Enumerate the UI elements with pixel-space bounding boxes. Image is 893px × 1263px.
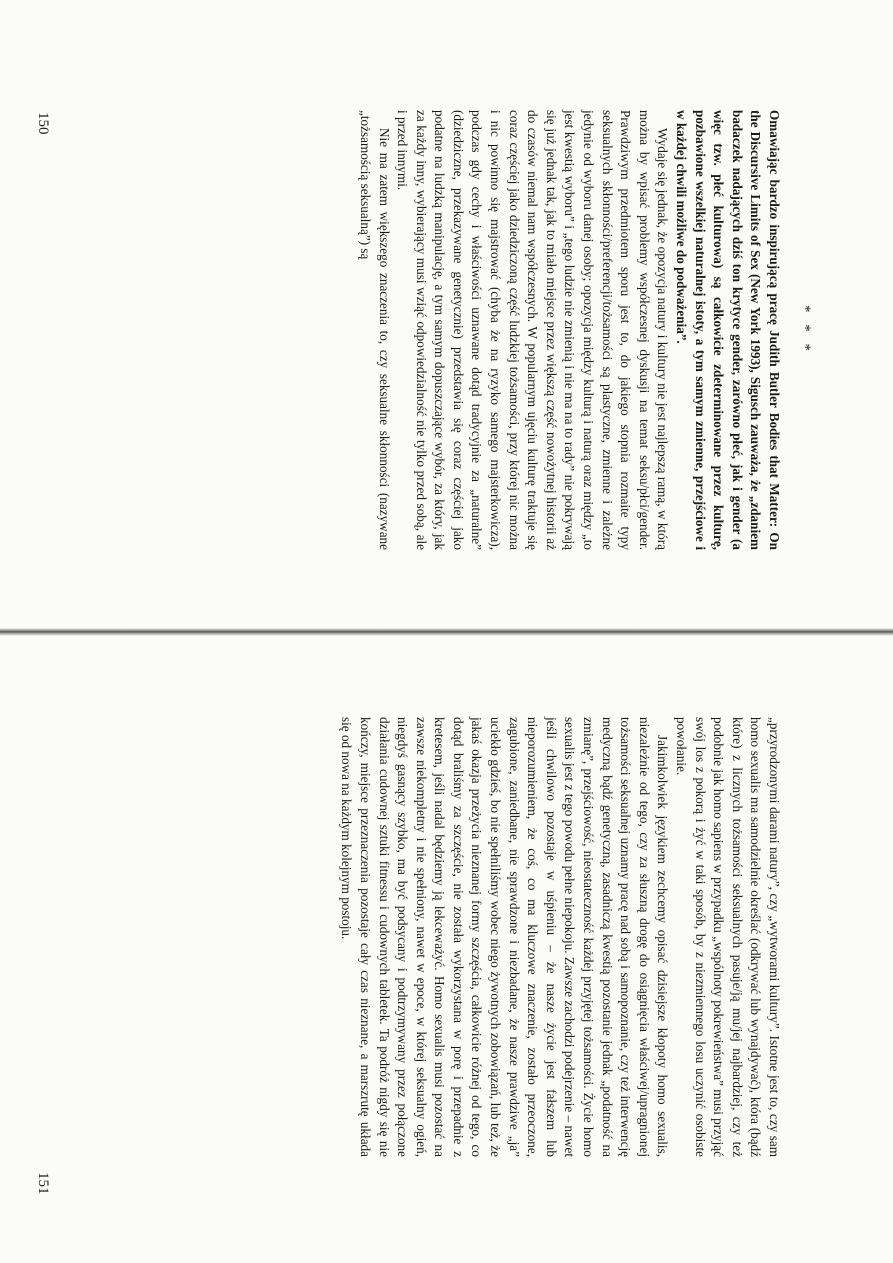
left-page <box>0 0 893 631</box>
page-number: 151 <box>35 1172 51 1195</box>
left-column <box>355 110 783 550</box>
body-paragraph: Jakimkolwiek językiem zechcemy opisać dzisiejsze kłopoty homo sexualis, niezależnie od tego, czy za słuszną drogę do osiągnięcia właściwej/upragnionej tożsamości seksualnej uznamy pracę nad sobą i samopoznanie, czy też interwencję medyczną bądź genetyczną, zasadniczą kwestią pozostanie jednak „podatność na zmianę”, przejściowość, nieostateczność każdej przyjętej tożsamości. Życie homo sexualis jest z tego powodu pełne niepokoju. Zawsze zachodzi podejrzenie – nawet jeśli chwilowo pozostaje w uśpieniu – że nasze życie jest fałszem lub nieporozumieniem, że coś, co ma kluczowe znaczenie, zostało przeoczone, zagubione, zaniedbane, nie sprawdzone i niezbadane, że nasze prawdziwe „ja” uciekło gdzieś, bo nie spełniliśmy wobec niego żywotnych zobowiązań, lub też, że jakaś okazja przeżycia nieznanej formy szczęścia, całkowicie różnej od tego, co dotąd braliśmy za szczęście, nie została wykorzystana w porę i przepadnie z kretesem, jeśli nadal będziemy ją lekceważyć. Homo sexualis musi pozostać na zawsze niekompletny i nie spełniony, nawet w epoce, w której seksualny ogień, niegdyś gasnący szybko, ma być podsycany i podtrzymywany przez połączone działania cudownej sztuki fitnessu i cudownych tabletek. Ta podróż nigdy się nie kończy, miejsce przeznaczenia pozostaje cały czas nieznane, a marszrutę układa się od nowa na każdym kolejnym postoju. <box>339 717 671 1157</box>
body-paragraph: Wydaje się jednak, że opozycja natury i kultury nie jest najlepszą ramą, w którą można by wpisać problemy współczesnej dyskusji na temat seksu/płci/gender. Prawdziwym przedmiotem sporu jest to, do jakiego stopnia rozmaite typy seksualnych skłonności/preferencji/tożsamości są plastyczne, zmienne i zależne jedynie od wyboru danej osoby; opozycja między kulturą i naturą oraz między „to jest kwestią wyboru” i „tego ludzie nie zmienią i nie ma na to rady” nie pokrywają się już jednak tak, jak to miało miejsce przez większą część nowożytnej historii aż do czasów niemal nam współczesnych. W popularnym ujęciu kulturę traktuje się coraz częściej jako dziedziczoną część ludzkiej tożsamości, przy której nic można i nic powinno się majstrować (chyba że na ryzyko samego majsterkowicza), podczas gdy cechy i właściwości uznawane dotąd tradycyjnie za „naturalne” (dziedziczne, przekazywane genetycznie) przedstawia się coraz częściej jako podatne na ludzką manipulację, a tym samym dopuszczające wybór, za który, jak za każdy inny, wybierający musi wziąć odpowiedzialność nie tylko przed sobą, ale i przed innymi. <box>395 110 671 550</box>
section-ornament: * * * <box>797 305 813 355</box>
body-paragraph: „przyrodzonymi darami natury”, czy „wytworami kultury”. Istotne jest to, czy sam homo sexualis ma samodzielnie określać (odkrywać lub wynajdywać), która (bądź które) z licznych tożsamości seksualnych pasuje/ją mu/jej najbardziej, czy też podobnie jak homo sapiens w przypadku „wspólnoty pokrewieństwa” musi przyjąć swój los z pokorą i żyć w taki sposób, by z niezmiennego losu uczynić osobiste powołanie. <box>674 717 782 1157</box>
right-column <box>337 717 783 1157</box>
lead-paragraph: Omawiając bardzo inspirującą pracę Judith Butler Bodies that Matter: On the Discursive Limits of Sex (New York 1993), Sigusch zauważa, że „zdaniem badaczek nadających dziś ton krytyce gender, zarówno płeć, jak i gender (a więc tzw. płeć kulturowa) są całkowicie zdeterminowane przez kulturę, pozbawione wszelkiej naturalnej istoty, a tym samym zmienne, przejściowe i w każdej chwili możliwe do podważenia”. <box>674 110 782 550</box>
page-number: 150 <box>35 112 51 135</box>
right-page <box>0 632 893 1263</box>
body-paragraph: Nie ma zatem większego znaczenia to, czy seksualne skłonności (nazywane „tożsamością seksualną”) są <box>357 110 392 550</box>
